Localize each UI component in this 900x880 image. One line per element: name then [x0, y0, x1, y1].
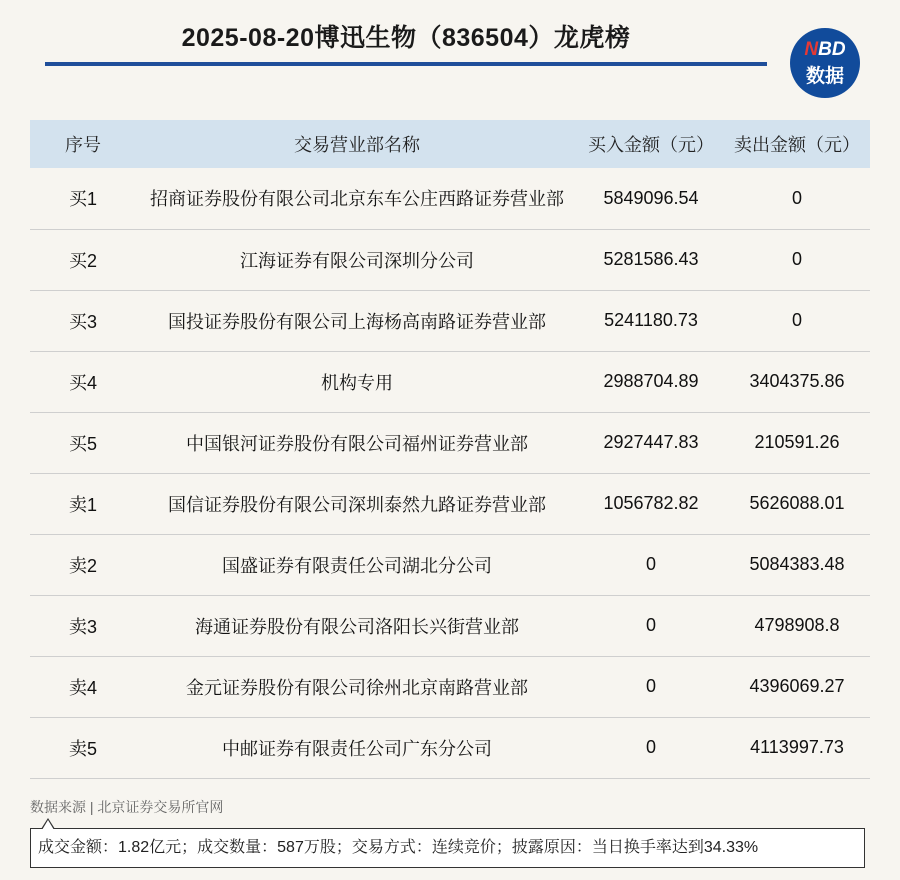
header-sell: 卖出金额（元） [734, 135, 860, 155]
cell-sell: 210591.26 [754, 432, 840, 452]
table-row [30, 351, 870, 412]
cell-sell: 4113997.73 [750, 737, 844, 757]
title-underline [45, 62, 767, 66]
cell-sell: 0 [791, 310, 802, 330]
cell-name: 机构专用 [321, 372, 393, 393]
cell-sell: 3404375.86 [749, 371, 845, 391]
cell-name: 江海证券有限公司深圳分公司 [240, 250, 474, 271]
cell-seq: 卖3 [68, 616, 97, 637]
trade-summary-note [30, 828, 865, 868]
cell-seq: 卖4 [68, 677, 97, 698]
logo-line1 [790, 39, 860, 61]
cell-seq: 买4 [68, 372, 97, 393]
logo-rest: BD [818, 39, 846, 60]
table-row [30, 412, 870, 473]
table-header-row [30, 120, 870, 168]
cell-buy: 5281586.43 [603, 249, 699, 269]
cell-name: 国投证券股份有限公司上海杨高南路证券营业部 [168, 311, 546, 332]
table-row [30, 168, 870, 229]
table-row [30, 595, 870, 656]
note-text: 成交金额：1.82亿元；成交数量：587万股；交易方式：连续竞价；披露原因：当日换手率达到34.33% [38, 839, 759, 856]
cell-sell: 4798908.8 [754, 615, 840, 635]
cell-buy: 0 [645, 615, 656, 635]
cell-name: 海通证券股份有限公司洛阳长兴街营业部 [195, 616, 519, 637]
note-pointer-fill [42, 820, 54, 830]
table-row [30, 229, 870, 290]
cell-seq: 卖2 [68, 555, 97, 576]
cell-buy: 2988704.89 [603, 371, 699, 391]
cell-name: 国盛证券有限责任公司湖北分公司 [222, 555, 492, 576]
cell-buy: 2927447.83 [603, 432, 699, 452]
table-row [30, 290, 870, 351]
logo-line2: 数据 [805, 66, 844, 87]
cell-seq: 买2 [68, 250, 97, 271]
nbd-logo [790, 28, 860, 98]
cell-sell: 0 [791, 249, 802, 269]
logo-accent: N [804, 39, 819, 60]
cell-name: 中邮证券有限责任公司广东分公司 [222, 738, 492, 759]
cell-buy: 5849096.54 [603, 187, 699, 208]
table-row [30, 717, 870, 778]
dragon-tiger-table [30, 120, 870, 779]
table-row [30, 534, 870, 595]
cell-sell: 0 [791, 187, 802, 208]
cell-name: 招商证券股份有限公司北京东车公庄西路证券营业部 [150, 189, 564, 210]
table-row [30, 473, 870, 534]
cell-seq: 卖1 [68, 494, 97, 515]
cell-buy: 0 [645, 554, 656, 574]
page-title: 2025-08-20博迅生物（836504）龙虎榜 [181, 24, 631, 52]
table-row [30, 656, 870, 717]
data-source: 数据来源 | 北京证券交易所官网 [30, 799, 224, 815]
cell-buy: 1056782.82 [603, 493, 699, 513]
header-name: 交易营业部名称 [294, 135, 420, 155]
cell-seq: 卖5 [68, 738, 97, 759]
cell-seq: 买3 [68, 311, 97, 332]
cell-seq: 买1 [68, 189, 97, 210]
cell-seq: 买5 [68, 433, 97, 454]
cell-sell: 5626088.01 [749, 493, 845, 513]
header-buy: 买入金额（元） [588, 135, 714, 155]
cell-name: 国信证券股份有限公司深圳泰然九路证券营业部 [168, 494, 546, 515]
cell-buy: 0 [645, 737, 656, 757]
header-seq: 序号 [65, 135, 101, 155]
cell-sell: 5084383.48 [749, 554, 845, 574]
cell-buy: 5241180.73 [604, 310, 698, 330]
cell-name: 金元证券股份有限公司徐州北京南路营业部 [186, 677, 528, 698]
cell-buy: 0 [645, 676, 656, 696]
cell-name: 中国银河证券股份有限公司福州证券营业部 [186, 433, 528, 454]
cell-sell: 4396069.27 [749, 676, 845, 696]
